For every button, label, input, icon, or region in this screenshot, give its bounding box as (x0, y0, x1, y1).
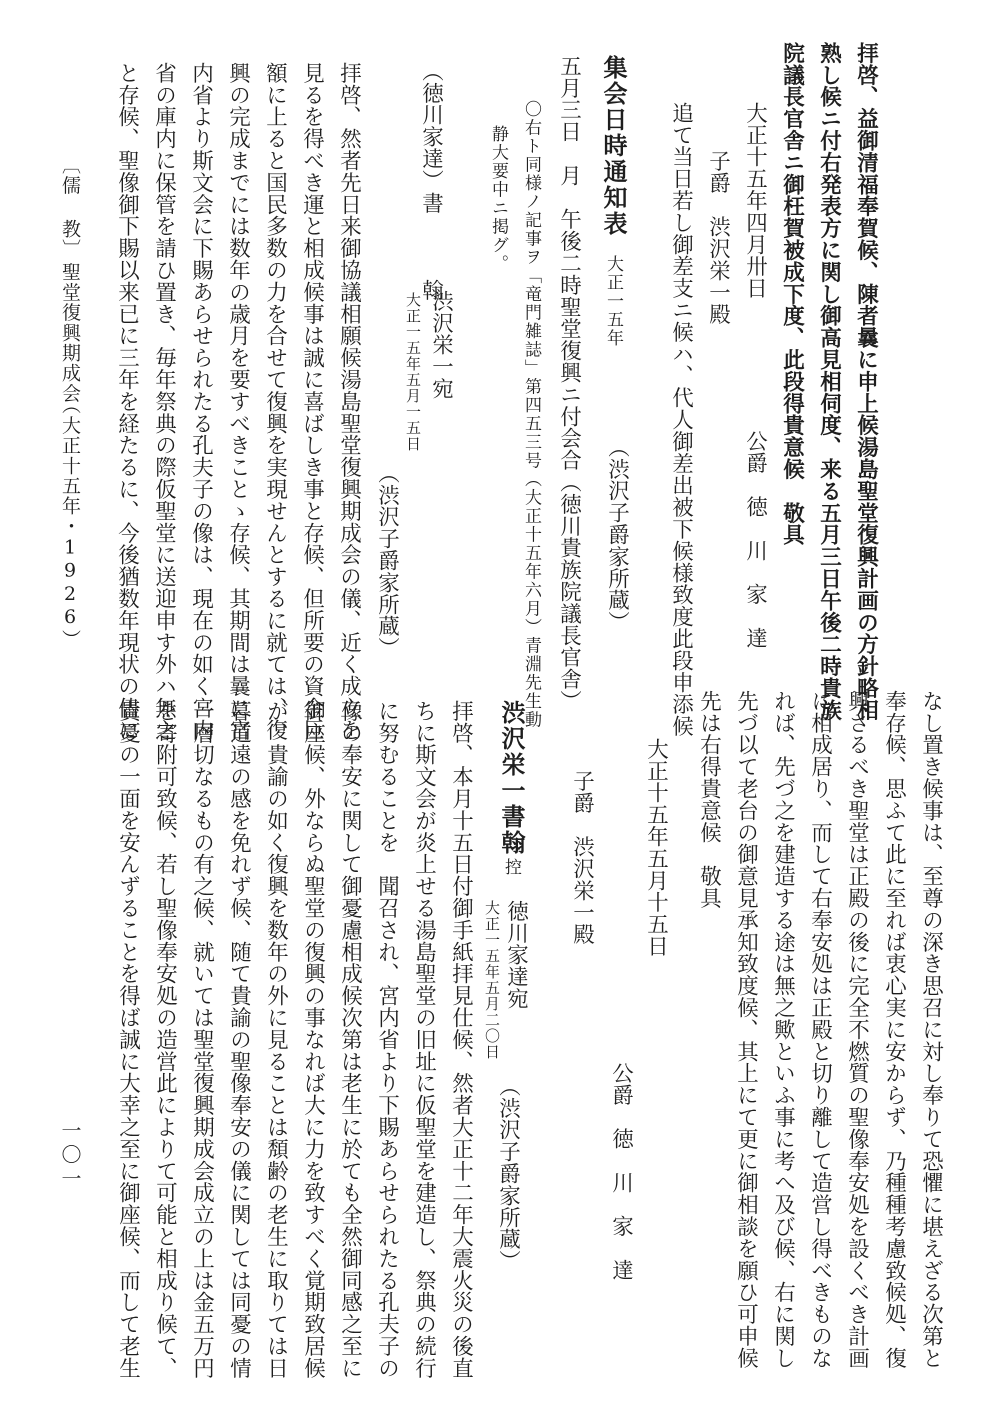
letter2-cont-line-1: なし置き候事は、至尊の深き思召に対し奉りて恐懼に堪えざる次第と (918, 690, 944, 1369)
letter3-recipient-line: 徳川家達宛 (503, 900, 529, 1010)
letter1-recipient: 子爵 渋沢栄一殿 (705, 150, 731, 326)
letter2-cont-line-6: 先づ以て老台の御意見承知致度候、其上にて更に御相談を願ひ可申候 (733, 690, 759, 1369)
letter2-title-name: （徳川家達） (418, 60, 444, 192)
schedule-note-line-1: 〇右ト同様ノ記事ヲ「竜門雑誌」第四五三号（大正十五年六月）青淵先生動 (521, 100, 541, 729)
letter3-line-2: ちに斯文会が炎上せる湯島聖堂の旧址に仮聖堂を建造し、祭典の続行 (411, 700, 437, 1379)
letter2-line-5: 内省より斯文会に下賜あらせられたる孔夫子の像は、現在の如く宮内 (188, 62, 214, 741)
letter3-line-10: 貴憂の一面を安んずることを得ば誠に大幸之至に御座候、而して老生 (115, 700, 141, 1379)
letter2-cont-line-5: れば、先づ之を建造する途は無之歟といふ事に考へ及び候、右に関し (770, 690, 796, 1369)
letter2-line-1: 拝啓、然者先日来御協議相願候湯島聖堂復興期成会の儀、近く成立を (336, 62, 362, 741)
letter2-cont-line-3: 興さるべき聖堂は正殿の後に完全不燃質の聖像奉安処を設くべき計画 (844, 690, 870, 1369)
letter2-line-4: 興の完成までには数年の歳月を要すべきことゝ存候、其期間は曩に宮 (225, 62, 251, 741)
letter1-postscript: 追て当日若し御差支ニ候ハ、代人御差出被下候様致度此段申添候 (668, 102, 694, 738)
header-category: 〔儒 教〕 (59, 155, 81, 259)
letter3-line-9: を寄附可致候、若し聖像奉安処の造営此によりて可能と相成り候て、 (152, 700, 178, 1379)
letter1-sender: 公爵 徳 川 家 達 (742, 430, 768, 649)
letter2-line-3: 額に上ると国民多数の力を合せて復興を実現せんとするに就ては、復 (262, 62, 288, 741)
header-section: 聖堂復興期成会 (59, 262, 81, 404)
letter2-cont-line-2: 奉存候、思ふて此に至れば衷心実に安からず、乃種種考慮致候処、復 (881, 690, 907, 1369)
letter1-line-2: 熟し候ニ付右発表方に関し御高見相伺度、来る五月三日午後二時貴族 (816, 42, 842, 721)
letter3-source: （渋沢子爵家所蔵） (495, 1075, 521, 1273)
letter1-date: 大正十五年四月卅日 (742, 102, 768, 300)
letter3-line-3: に努むることを 聞召され、宮内省より下賜あらせられたる孔夫子の (374, 700, 400, 1379)
letter2-closing-sender: 公爵 徳 川 家 達 (608, 1062, 634, 1281)
letter3-date: 大正一五年五月二〇日 (483, 900, 501, 1060)
letter2-source: （渋沢子爵家所蔵） (374, 462, 400, 660)
letter3-line-8: 一層切なるもの有之候、就いては聖堂復興期成会成立の上は金五万円 (189, 700, 215, 1379)
letter2-closing-date: 大正十五年五月十五日 (643, 738, 669, 957)
letter2-title-kind: 書 翰 (418, 192, 444, 323)
header-era: （大正十五年・1926） (59, 395, 81, 650)
letter1-line-3: 院議長官舎ニ御枉賀被成下度、此段得貴意候 敬具 (779, 42, 805, 546)
schedule-title: 集会日時通知表 (599, 55, 628, 237)
letter2-closing-recipient: 子爵 渋沢栄一殿 (569, 770, 595, 946)
letter2-line-6: 省の庫内に保管を請ひ置き、毎年祭典の際仮聖堂に送迎申す外ハ無之 (151, 62, 177, 741)
letter3-title: 渋沢栄一書翰 (497, 700, 526, 856)
letter2-recipient-line: 渋沢栄一宛 (428, 290, 454, 400)
schedule-entry: 五月三日 月 午後二時聖堂復興ニ付会合（徳川貴族院議長官舎） (556, 55, 582, 712)
schedule-note-line-2: 静大要中ニ掲グ。 (488, 125, 508, 273)
letter2-cont-line-7: 先は右得貴意候 敬具 (696, 690, 722, 909)
letter2-cont-line-4: に相成居り、而して右奉安処は正殿と切り離して造営し得べきものな (807, 690, 833, 1369)
letter2-date: 大正一五年五月一五日 (404, 292, 422, 452)
letter2-line-7: と存候、聖像御下賜以来已に三年を経たるに、今後猶数年現状の儘に (114, 62, 140, 741)
letter2-line-2: 見るを得べき運と相成候事は誠に喜ばしき事と存候、但所要の資金巨 (299, 62, 325, 741)
letter1-source: （渋沢子爵家所蔵） (604, 436, 630, 634)
page-number: 一〇一 (58, 1120, 82, 1192)
letter1-line-1: 拝啓、益御清福奉賀候、陳者曩に申上候湯島聖堂復興計画の方針略相 (853, 42, 879, 721)
letter3-line-4: 像の奉安に関して御憂慮相成候次第は老生に於ても全然御同感之至に (337, 700, 363, 1379)
letter3-line-1: 拝啓、本月十五日付御手紙拝見仕候、然者大正十二年大震火災の後直 (448, 700, 474, 1379)
letter3-line-5: 御座候、外ならぬ聖堂の復興の事なれば大に力を致すべく覚期致居候 (300, 700, 326, 1379)
letter3-line-7: 暮道遠の感を免れず候、随て貴諭の聖像奉安の儀に関しては同憂の情 (226, 700, 252, 1379)
letter3-line-6: が、貴諭の如く復興を数年の外に見ることは頽齢の老生に取りては日 (263, 700, 289, 1379)
schedule-year: 大正一五年 (603, 255, 623, 348)
letter3-title-note: 控 (501, 858, 521, 877)
